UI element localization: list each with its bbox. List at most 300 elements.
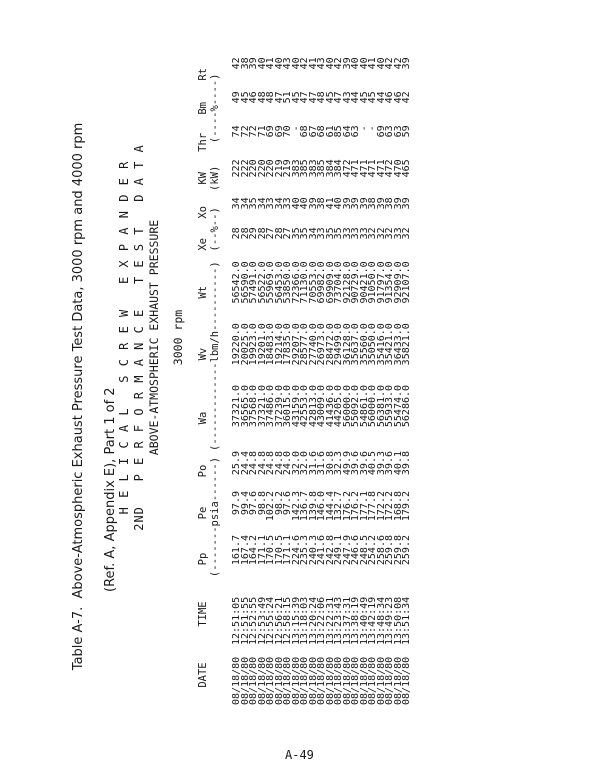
cell-time: 13:50:08 <box>392 596 404 645</box>
cell-po: 39.6 <box>350 451 361 476</box>
cell-wa: 41436.0 <box>324 384 336 428</box>
col-pe: Pe <box>197 506 209 520</box>
cell-thr: 61 <box>324 125 336 138</box>
cell-rt: 39 <box>248 57 259 70</box>
cell-po: 31.6 <box>307 451 319 476</box>
cell-kw: 219 <box>273 159 285 178</box>
cell-thr: - <box>290 125 302 132</box>
cell-rt: 42 <box>231 57 242 70</box>
report-heading-3: ABOVE-ATMOSPHERIC EXHAUST PRESSURE <box>147 219 161 456</box>
cell-wv: 35416.0 <box>375 323 387 366</box>
cell-wv: 29499.0 <box>333 323 344 366</box>
cell-bm: 47 <box>299 91 310 104</box>
cell-thr: - <box>367 125 378 132</box>
cell-pe: 176.2 <box>350 491 361 522</box>
cell-wv: 35560.0 <box>358 323 370 366</box>
cell-thr: 85 <box>333 125 344 138</box>
cell-pe: 132.7 <box>333 491 344 522</box>
rotated-table-sheet <box>55 30 595 705</box>
cell-rt: 40 <box>273 57 285 70</box>
cell-rt: 40 <box>256 57 268 70</box>
cell-bm: 48 <box>265 91 276 104</box>
cell-time: 13:20:24 <box>307 596 319 645</box>
cell-time: 12:58:15 <box>282 596 293 645</box>
cell-xo: 39 <box>401 197 412 210</box>
cell-xe: 32 <box>375 227 387 240</box>
cell-xe: 28 <box>239 227 251 240</box>
cell-wa: 54861.0 <box>358 384 370 428</box>
cell-bm: 44 <box>375 91 387 104</box>
cell-time: 12:55:24 <box>265 596 276 645</box>
units-blank-time <box>209 583 233 645</box>
cell-wv: 18483.0 <box>265 323 276 366</box>
cell-pp: 248.5 <box>358 535 370 566</box>
cell-po: 40.5 <box>367 451 378 476</box>
cell-xo: 38 <box>316 197 327 210</box>
cell-xe: 33 <box>392 227 404 240</box>
cell-po: 39.3 <box>375 451 387 476</box>
cell-thr: 69 <box>375 125 387 138</box>
cell-date: 08/18/80 <box>282 656 293 705</box>
cell-po: 31.6 <box>316 451 327 476</box>
cell-xo: 39 <box>350 197 361 210</box>
cell-wt: 91050.0 <box>367 261 378 304</box>
units-blank-date <box>209 645 233 705</box>
table-row <box>403 57 412 705</box>
cell-xo: 41 <box>324 197 336 210</box>
cell-po: 39.6 <box>384 451 395 476</box>
units-efficiency: (----%----) <box>209 73 221 144</box>
cell-xe: 35 <box>324 227 336 240</box>
cell-wa: 42553.0 <box>299 384 310 428</box>
units-header-row <box>209 57 233 705</box>
cell-wv: 19214.0 <box>273 323 285 366</box>
cell-bm: 45 <box>358 91 370 104</box>
cell-wt: 57491.0 <box>248 261 259 304</box>
cell-wa: 37239.0 <box>273 384 285 428</box>
units-kw: (kW) <box>209 165 221 191</box>
cell-rt: 40 <box>375 57 387 70</box>
cell-xe: 28 <box>256 227 268 240</box>
cell-rt: 40 <box>290 57 302 70</box>
cell-thr: 72 <box>248 125 259 138</box>
cell-kw: 472 <box>341 159 353 178</box>
cell-pe: 176.2 <box>341 491 353 522</box>
cell-wa: 36015.0 <box>282 384 293 428</box>
cell-pp: 235.3 <box>299 535 310 566</box>
cell-wa: 55092.0 <box>350 384 361 428</box>
cell-pe: 142.3 <box>290 491 302 522</box>
cell-wv: 29207.0 <box>290 323 302 366</box>
cell-rt: 38 <box>239 57 251 70</box>
cell-time: 13:51:34 <box>401 596 412 645</box>
cell-bm: 46 <box>384 91 395 104</box>
cell-wt: 92128.0 <box>341 261 353 304</box>
cell-pe: 177.8 <box>367 491 378 522</box>
cell-pe: 98.8 <box>256 491 268 516</box>
cell-time: 12:52:55 <box>248 596 259 645</box>
cell-date: 08/18/80 <box>358 656 370 705</box>
cell-xe: 33 <box>358 227 370 240</box>
cell-wt: 71130.0 <box>299 261 310 304</box>
cell-thr: 63 <box>384 125 395 138</box>
cell-kw: 384 <box>324 159 336 178</box>
cell-wa: 56381.0 <box>375 384 387 428</box>
cell-wa: 56000.0 <box>341 384 353 428</box>
cell-wt: 92909.0 <box>392 261 404 304</box>
cell-thr: 67 <box>307 125 319 138</box>
cell-wv: 17835.0 <box>282 323 293 366</box>
cell-pp: 170.5 <box>273 535 285 566</box>
cell-kw: 471 <box>350 159 361 178</box>
cell-po: 24.8 <box>248 451 259 476</box>
cell-wa: 37321.0 <box>231 384 242 428</box>
cell-wa: 37321.0 <box>256 384 268 428</box>
cell-xo: 34 <box>231 197 242 210</box>
cell-rt: 41 <box>265 57 276 70</box>
cell-bm: 42 <box>401 91 412 104</box>
cell-po: 24.8 <box>273 451 285 476</box>
cell-po: 32.3 <box>333 451 344 476</box>
cell-time: 12:51:55 <box>239 596 251 645</box>
cell-pp: 242.8 <box>324 535 336 566</box>
col-rt: Rt <box>197 68 209 81</box>
cell-xe: 33 <box>341 227 353 240</box>
cell-time: 13:49:23 <box>384 596 395 645</box>
cell-po: 24.0 <box>282 451 293 476</box>
cell-date: 08/18/80 <box>290 656 302 705</box>
cell-pe: 97.6 <box>248 491 259 516</box>
cell-wt: 70553.0 <box>307 261 319 304</box>
cell-rt: 39 <box>341 57 353 70</box>
cell-wa: 56286.0 <box>401 384 412 428</box>
cell-po: 24.4 <box>239 451 251 476</box>
cell-wv: 35821.0 <box>401 323 412 366</box>
cell-rt: 42 <box>384 57 395 70</box>
cell-kw: 219 <box>282 159 293 178</box>
cell-xo: 39 <box>392 197 404 210</box>
cell-rt: 42 <box>299 57 310 70</box>
cell-xo: 40 <box>299 197 310 210</box>
cell-time: 13:48:34 <box>375 596 387 645</box>
cell-pe: 146.0 <box>316 491 327 522</box>
cell-po: 30.8 <box>324 451 336 476</box>
cell-wv: 26973.0 <box>316 323 327 366</box>
cell-pe: 172.2 <box>384 491 395 522</box>
cell-kw: 383 <box>307 159 319 178</box>
cell-date: 08/18/80 <box>273 656 285 705</box>
cell-pe: 139.8 <box>307 491 319 522</box>
cell-xe: 28 <box>231 227 242 240</box>
cell-xe: 27 <box>265 227 276 240</box>
cell-wt: 56542.0 <box>231 261 242 304</box>
cell-pp: 246.6 <box>350 535 361 566</box>
cell-pe: 168.8 <box>392 491 404 522</box>
units-flow: (-------------lbm/h----------) <box>209 261 221 451</box>
cell-kw: 384 <box>333 159 344 178</box>
cell-po: 32.0 <box>290 451 302 476</box>
cell-kw: 220 <box>265 159 276 178</box>
cell-po: 49.9 <box>341 451 353 476</box>
cell-xe: 34 <box>307 227 319 240</box>
cell-po: 25.9 <box>231 451 242 476</box>
cell-date: 08/18/80 <box>231 656 242 705</box>
cell-pp: 240.3 <box>307 535 319 566</box>
cell-pp: 259.8 <box>392 535 404 566</box>
cell-pp: 164.2 <box>248 535 259 566</box>
cell-time: 13:37:31 <box>341 596 353 645</box>
cell-bm: 51 <box>282 91 293 104</box>
cell-wv: 20025.0 <box>239 323 251 366</box>
cell-date: 08/18/80 <box>248 656 259 705</box>
cell-xo: 34 <box>256 197 268 210</box>
cell-pe: 136.7 <box>299 491 310 522</box>
cell-pp: 224.6 <box>290 535 302 566</box>
cell-date: 08/18/80 <box>333 656 344 705</box>
cell-wt: 53850.0 <box>282 261 293 304</box>
col-wt: Wt <box>197 285 209 299</box>
cell-bm: 43 <box>341 91 353 104</box>
cell-thr: 63 <box>350 125 361 138</box>
cell-time: 13:42:19 <box>367 596 378 645</box>
cell-pp: 170.5 <box>265 535 276 566</box>
cell-bm: 47 <box>273 91 285 104</box>
cell-xo: 35 <box>248 197 259 210</box>
col-date: DATE <box>197 662 209 688</box>
test-data-table <box>197 57 412 705</box>
cell-kw: 220 <box>248 159 259 178</box>
cell-thr: 63 <box>392 125 404 138</box>
cell-wa: 55474.0 <box>392 384 404 428</box>
cell-pp: 167.4 <box>239 535 251 566</box>
cell-xo: 34 <box>239 197 251 210</box>
cell-bm: 45 <box>290 91 302 104</box>
col-po: Po <box>197 464 209 478</box>
cell-date: 08/18/80 <box>256 656 268 705</box>
cell-pp: 259.8 <box>384 535 395 566</box>
cell-pe: 97.9 <box>231 491 242 516</box>
cell-xo: 40 <box>290 197 302 210</box>
cell-xo: 39 <box>341 197 353 210</box>
cell-rt: 41 <box>367 57 378 70</box>
col-bm: Bm <box>197 102 209 115</box>
cell-xe: 29 <box>248 227 259 240</box>
cell-time: 12:51:05 <box>231 596 242 645</box>
col-pp: Pp <box>197 552 209 566</box>
cell-wv: 35421.0 <box>384 323 395 366</box>
cell-date: 08/18/80 <box>341 656 353 705</box>
cell-pp: 171.1 <box>256 535 268 566</box>
cell-date: 08/18/80 <box>324 656 336 705</box>
cell-kw: 222 <box>231 159 242 178</box>
cell-wt: 90729.0 <box>350 261 361 304</box>
page-number: A-49 <box>285 748 314 762</box>
cell-kw: 471 <box>367 159 378 178</box>
col-kw: KW <box>197 172 209 185</box>
cell-wa: 55933.0 <box>384 384 395 428</box>
cell-xo: 38 <box>367 197 378 210</box>
cell-xo: 39 <box>358 197 370 210</box>
cell-wa: 43009.0 <box>316 384 327 428</box>
cell-date: 08/18/80 <box>384 656 395 705</box>
cell-wt: 55969.0 <box>265 261 276 304</box>
cell-wv: 19201.0 <box>256 323 268 366</box>
cell-wa: 36565.0 <box>239 384 251 428</box>
cell-wt: 91797.0 <box>375 261 387 304</box>
table-body <box>233 57 412 705</box>
col-xe: Xe <box>197 238 209 251</box>
cell-time: 13:23:43 <box>333 596 344 645</box>
cell-xe: 32 <box>367 227 378 240</box>
cell-xo: 38 <box>384 197 395 210</box>
cell-bm: 46 <box>248 91 259 104</box>
cell-thr: 70 <box>282 125 293 138</box>
cell-kw: 470 <box>392 159 404 178</box>
cell-thr: 69 <box>273 125 285 138</box>
cell-po: 39.8 <box>401 451 412 476</box>
cell-time: 12:56:21 <box>273 596 285 645</box>
cell-bm: 49 <box>231 91 242 104</box>
cell-pp: 258.6 <box>375 535 387 566</box>
col-time: TIME <box>197 601 209 627</box>
cell-pe: 97.6 <box>282 491 293 516</box>
cell-xe: 27 <box>282 227 293 240</box>
cell-pe: 177.1 <box>358 491 370 522</box>
cell-bm: 45 <box>239 91 251 104</box>
cell-pe: 144.4 <box>324 491 336 522</box>
caption-line-2: (Ref. A, Appendix E), Part 1 of 2 <box>103 387 118 592</box>
cell-wv: 28472.0 <box>324 323 336 366</box>
cell-rt: 41 <box>307 57 319 70</box>
cell-xo: 39 <box>307 197 319 210</box>
cell-rt: 40 <box>350 57 361 70</box>
cell-thr: 64 <box>341 125 353 138</box>
cell-date: 08/18/80 <box>307 656 319 705</box>
cell-date: 08/18/80 <box>401 656 412 705</box>
cell-bm: 45 <box>324 91 336 104</box>
cell-bm: 47 <box>333 91 344 104</box>
cell-wv: 36128.0 <box>341 323 353 366</box>
cell-wv: 35637.0 <box>350 323 361 366</box>
cell-wv: 35050.0 <box>367 323 378 366</box>
cell-xo: 34 <box>273 197 285 210</box>
cell-kw: 471 <box>358 159 370 178</box>
cell-wt: 73704.0 <box>333 261 344 304</box>
cell-wt: 69909.0 <box>324 261 336 304</box>
cell-wa: 37486.0 <box>265 384 276 428</box>
cell-po: 24.8 <box>256 451 268 476</box>
cell-wa: 42813.0 <box>307 384 319 428</box>
cell-thr: 68 <box>316 125 327 138</box>
cell-wa: 37568.0 <box>248 384 259 428</box>
cell-xo: 39 <box>375 197 387 210</box>
report-heading-1: H E L I C A L S C R E W E X P A N D E R <box>117 160 131 515</box>
cell-bm: 48 <box>316 91 327 104</box>
cell-bm: 46 <box>392 91 404 104</box>
cell-kw: 472 <box>384 159 395 178</box>
cell-pe: 98.2 <box>273 491 285 516</box>
cell-time: 13:18:03 <box>299 596 310 645</box>
cell-pp: 171.1 <box>282 535 293 566</box>
cell-date: 08/18/80 <box>350 656 361 705</box>
cell-pe: 179.2 <box>401 491 412 522</box>
col-wv: Wv <box>197 347 209 361</box>
caption-line-1: Table A-7. Above-Atmospheric Exhaust Pressure Test Data, 3000 rpm and 4000 rpm <box>71 122 86 671</box>
cell-date: 08/18/80 <box>375 656 387 705</box>
cell-xe: 35 <box>333 227 344 240</box>
cell-time: 13:38:19 <box>350 596 361 645</box>
report-heading-2: 2ND P E R F O R M A N C E T E S T D A T A <box>132 144 146 531</box>
cell-rt: 40 <box>358 57 370 70</box>
cell-thr: - <box>358 125 370 132</box>
cell-wt: 56590.0 <box>239 261 251 304</box>
col-xo: Xo <box>197 206 209 219</box>
cell-thr: 69 <box>265 125 276 138</box>
cell-xe: 28 <box>273 227 285 240</box>
cell-wv: 28577.0 <box>299 323 310 366</box>
cell-xo: 33 <box>282 197 293 210</box>
cell-po: 32.0 <box>299 451 310 476</box>
cell-kw: 471 <box>375 159 387 178</box>
cell-kw: 465 <box>401 159 412 178</box>
cell-rt: 42 <box>333 57 344 70</box>
cell-date: 08/18/80 <box>265 656 276 705</box>
column-header-row <box>197 57 209 705</box>
cell-wt: 56522.0 <box>256 261 268 304</box>
cell-xo: 40 <box>333 197 344 210</box>
cell-rt: 39 <box>401 57 412 70</box>
cell-wa: 43159.0 <box>290 384 302 428</box>
cell-wv: 19220.0 <box>231 323 242 366</box>
cell-po: 24.8 <box>265 451 276 476</box>
cell-po: 40.1 <box>392 451 404 476</box>
cell-time: 13:40:49 <box>358 596 370 645</box>
cell-pe: 172.2 <box>375 491 387 522</box>
cell-rt: 40 <box>324 57 336 70</box>
cell-pe: 102.2 <box>265 491 276 522</box>
units-quality: (--%--) <box>209 207 221 252</box>
cell-wv: 36433.0 <box>392 323 404 366</box>
cell-date: 08/18/80 <box>316 656 327 705</box>
cell-bm: 44 <box>350 91 361 104</box>
cell-pp: 241.6 <box>316 535 327 566</box>
cell-wa: 56000.0 <box>367 384 378 428</box>
cell-time: 13:22:06 <box>316 596 327 645</box>
cell-thr: 74 <box>231 125 242 138</box>
units-pressure: (-------psia------) <box>209 456 221 578</box>
cell-wt: 69982.0 <box>316 261 327 304</box>
cell-time: 13:22:31 <box>324 596 336 645</box>
cell-kw: 222 <box>239 159 251 178</box>
cell-date: 08/18/80 <box>367 656 378 705</box>
cell-bm: 47 <box>307 91 319 104</box>
cell-xe: 32 <box>401 227 412 240</box>
cell-xe: 35 <box>290 227 302 240</box>
cell-date: 08/18/80 <box>392 656 404 705</box>
cell-wt: 72366.0 <box>290 261 302 304</box>
cell-wa: 44205.0 <box>333 384 344 428</box>
cell-kw: 385 <box>316 159 327 178</box>
cell-thr: 71 <box>256 125 268 138</box>
cell-pp: 249.1 <box>333 535 344 566</box>
cell-thr: 68 <box>299 125 310 138</box>
cell-rt: 43 <box>316 57 327 70</box>
cell-wt: 92107.0 <box>401 261 412 304</box>
cell-pp: 254.2 <box>367 535 378 566</box>
cell-wt: 56453.0 <box>273 261 285 304</box>
cell-thr: 72 <box>239 125 251 138</box>
cell-bm: 48 <box>256 91 268 104</box>
